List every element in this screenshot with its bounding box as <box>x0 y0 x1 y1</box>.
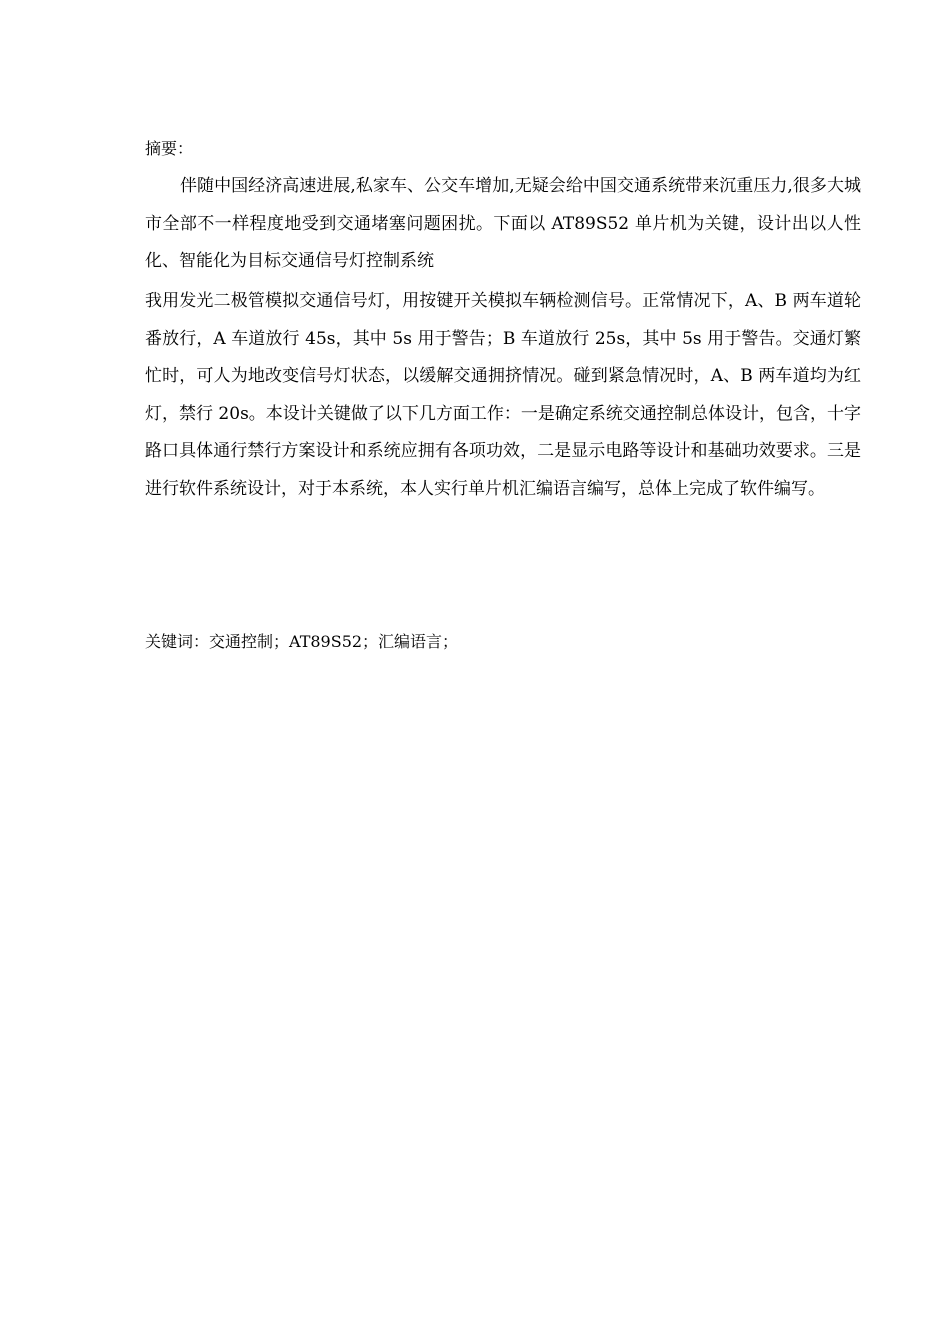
abstract-paragraph-1: 伴随中国经济高速进展,私家车、公交车增加,无疑会给中国交通系统带来沉重压力,很多大城市全部不一样程度地受到交通堵塞问题困扰。下面以 AT89S52 单片机为关键，设计出以人性化、智能化为目标交通信号灯控制系统 <box>145 176 861 271</box>
keywords-value: 交通控制；AT89S52；汇编语言； <box>209 632 459 651</box>
abstract-heading: 摘要： <box>145 139 194 158</box>
abstract-paragraph-2: 我用发光二极管模拟交通信号灯，用按键开关模拟车辆检测信号。正常情况下，A、B 两车道轮番放行，A 车道放行 45s，其中 5s 用于警告；B 车道放行 25s，其中 5s 用于警告。交通灯繁忙时，可人为地改变信号灯状态，以缓解交通拥挤情况。碰到紧急情况时，A、B 两车道均为红灯，禁行 20s。本设计关键做了以下几方面工作：一是确定系统交通控制总体设计，包含，十字路口具体通行禁行方案设计和系统应拥有各项功效，二是显示电路等设计和基础功效要求。三是进行软件系统设计，对于本系统，本人实行单片机汇编语言编写，总体上完成了软件编写。 <box>145 291 861 499</box>
keywords-label: 关键词： <box>145 632 210 651</box>
keywords-line <box>145 632 458 652</box>
